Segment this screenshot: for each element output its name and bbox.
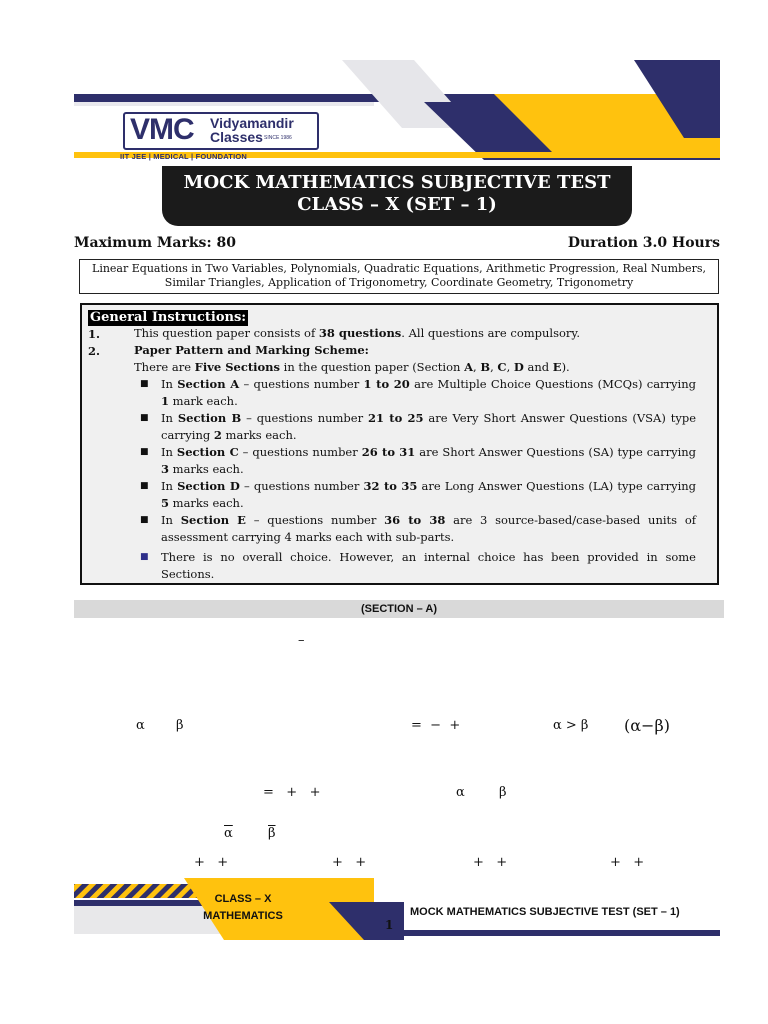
section-letter: D (513, 360, 524, 374)
bullet-text: In Section C – questions number 26 to 31 are Short Answer Questions (SA) type carrying 3 marks each. (161, 445, 697, 476)
footer-test-title: MOCK MATHEMATICS SUBJECTIVE TEST (SET – 1) (410, 906, 680, 918)
test-title: MOCK MATHEMATICS SUBJECTIVE TEST (183, 172, 611, 193)
footer-class (190, 891, 296, 925)
text: ). (561, 360, 570, 374)
bullet-icon: ■ (140, 552, 149, 562)
math-equation: = + + (263, 785, 321, 800)
page-number: 1 (385, 918, 394, 932)
bullet-text: In Section E – questions number 36 to 38 are 3 source-based/case-based units of assessment carrying 4 marks each with sub-parts. (161, 513, 697, 544)
bullet-icon: ■ (140, 379, 149, 389)
bullet-icon: ■ (140, 413, 149, 423)
section-a-heading: (SECTION – A) (74, 600, 724, 618)
bullet-icon: ■ (140, 481, 149, 491)
bullet-text: In Section D – questions number 32 to 35 are Long Answer Questions (LA) type carrying 5 marks each. (161, 479, 697, 510)
math-beta: β (176, 718, 184, 733)
duration: Duration 3.0 Hours (567, 235, 720, 251)
logo-name-line2: Classes (210, 129, 263, 145)
math-equation: = − + (411, 718, 461, 733)
bullet-text: There is no overall choice. However, an internal choice has been provided in some Sections. (161, 550, 696, 581)
math-beta: β (499, 785, 507, 800)
bullet-icon: ■ (140, 515, 149, 525)
test-title-plate (162, 166, 632, 226)
logo-mark: VMC (130, 113, 194, 146)
math-difference: (α−β) (624, 716, 670, 735)
math-fragment: – (298, 633, 305, 648)
bullet-text: In Section B – questions number 21 to 25 are Very Short Answer Questions (VSA) type carrying 2 marks each. (161, 411, 697, 442)
bullet-icon: ■ (140, 447, 149, 457)
text: . All questions are compulsory. (401, 326, 581, 340)
bullet-text: In Section A – questions number 1 to 20 are Multiple Choice Questions (MCQs) carrying 1 mark each. (161, 377, 696, 408)
marks-duration-row (74, 235, 720, 251)
maximum-marks: Maximum Marks: 80 (74, 235, 236, 251)
item-number: 1. (88, 327, 101, 341)
math-condition: α > β (553, 718, 589, 733)
math-beta-bar: $\overline{\beta}$ (268, 826, 276, 841)
pattern-label: Paper Pattern and Marking Scheme: (134, 343, 369, 357)
item-number: 2. (88, 344, 101, 358)
math-alpha: α (456, 785, 465, 800)
section-letter: E (552, 360, 562, 374)
option-fragment: + + (610, 855, 645, 870)
logo-name-line1: Vidyamandir (210, 115, 294, 131)
logo-tagline: IIT JEE | MEDICAL | FOUNDATION (120, 152, 248, 161)
option-fragment: + + (332, 855, 367, 870)
instructions-heading: General Instructions: (90, 310, 247, 325)
section-letter: A (464, 360, 474, 374)
text: There are (134, 360, 195, 374)
instruction-item-2-intro: There are Five Sections in the question paper (Section A, B, C, D and E). (134, 360, 570, 374)
text: and (523, 360, 553, 374)
section-letter: B (480, 360, 491, 374)
five-sections: Five Sections (194, 360, 281, 374)
syllabus-box: Linear Equations in Two Variables, Polynomials, Quadratic Equations, Arithmetic Progression, Real Numbers, Similar Triangles, Application of Trigonometry, Coordinate Geometry, Trigonometry (79, 259, 719, 294)
math-alpha: α (136, 718, 145, 733)
text: in the question paper (Section (280, 360, 465, 374)
option-fragment: + + (194, 855, 229, 870)
section-letter: C (497, 360, 507, 374)
footer-subject: MATHEMATICS (203, 910, 283, 922)
text: This question paper consists of (134, 326, 319, 340)
question-count: 38 questions (318, 326, 402, 340)
test-class-set: CLASS – X (SET – 1) (297, 194, 497, 215)
math-alpha-bar: $\overline{\alpha}$ (224, 826, 233, 841)
logo-since: SINCE 1986 (264, 135, 292, 141)
footer-class-line1: CLASS – X (214, 893, 272, 905)
instruction-item-1 (134, 325, 580, 342)
option-fragment: + + (473, 855, 508, 870)
instruction-item-2-label (134, 342, 369, 359)
